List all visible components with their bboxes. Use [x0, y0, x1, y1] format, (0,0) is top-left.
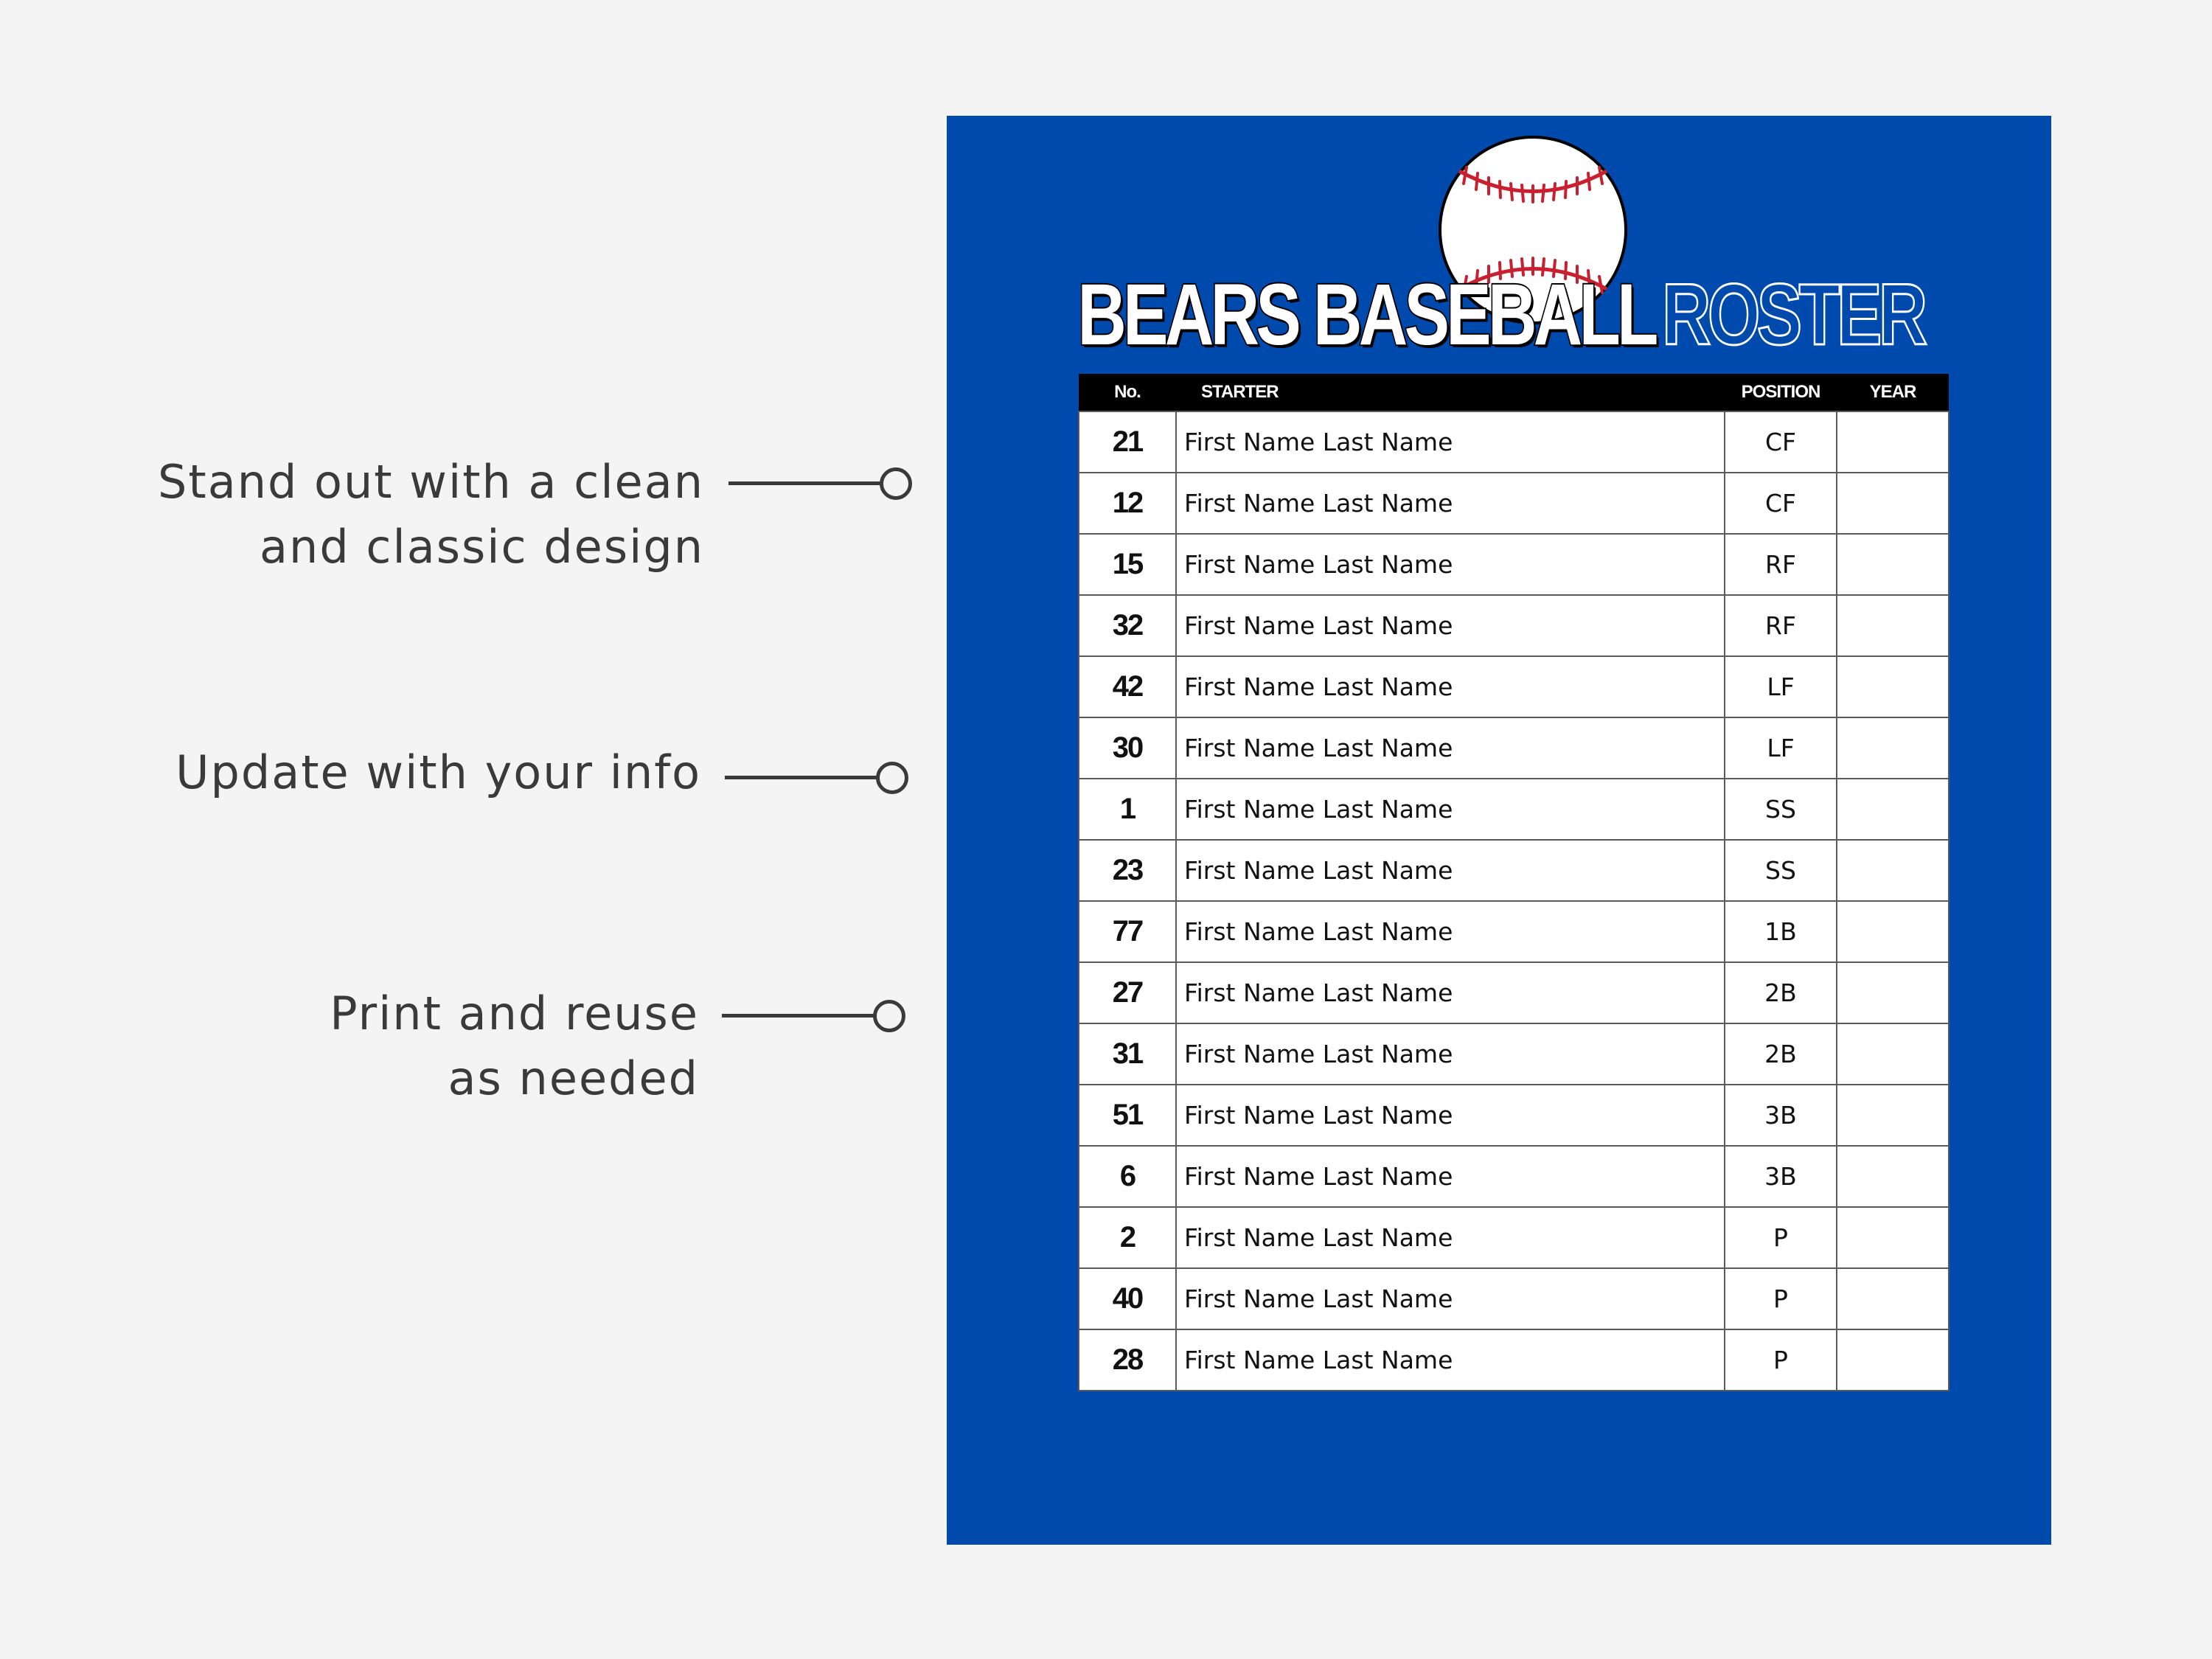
- header-starter: STARTER: [1176, 374, 1725, 411]
- player-name: First Name Last Name: [1176, 840, 1725, 901]
- connector-line: [722, 1014, 875, 1018]
- title-accent: ROSTER: [1662, 266, 1924, 364]
- player-number: 28: [1079, 1329, 1176, 1391]
- player-year: [1837, 595, 1949, 656]
- player-year: [1837, 1023, 1949, 1085]
- player-name: First Name Last Name: [1176, 1207, 1725, 1268]
- poster-title: [1070, 267, 1931, 363]
- player-name: First Name Last Name: [1176, 1023, 1725, 1085]
- player-position: LF: [1725, 656, 1837, 717]
- player-position: RF: [1725, 534, 1837, 595]
- callout-clean-design: [0, 442, 914, 590]
- player-position: SS: [1725, 779, 1837, 840]
- player-position: 2B: [1725, 962, 1837, 1023]
- player-number: 1: [1079, 779, 1176, 840]
- callout-text: [175, 740, 701, 805]
- table-row: [1079, 1146, 1949, 1207]
- table-row: [1079, 1023, 1949, 1085]
- player-position: CF: [1725, 411, 1837, 473]
- player-year: [1837, 962, 1949, 1023]
- player-year: [1837, 840, 1949, 901]
- header-year: YEAR: [1837, 374, 1949, 411]
- player-number: 77: [1079, 901, 1176, 962]
- player-name: First Name Last Name: [1176, 534, 1725, 595]
- callout-line-1: Update with your info: [175, 745, 701, 799]
- player-number: 27: [1079, 962, 1176, 1023]
- player-year: [1837, 779, 1949, 840]
- player-name: First Name Last Name: [1176, 1085, 1725, 1146]
- player-year: [1837, 1329, 1949, 1391]
- player-number: 2: [1079, 1207, 1176, 1268]
- player-year: [1837, 717, 1949, 779]
- player-position: 1B: [1725, 901, 1837, 962]
- player-position: P: [1725, 1207, 1837, 1268]
- title-main: BEARS BASEBALL: [1077, 266, 1655, 364]
- player-position: 3B: [1725, 1085, 1837, 1146]
- player-number: 30: [1079, 717, 1176, 779]
- player-year: [1837, 1268, 1949, 1329]
- player-name: First Name Last Name: [1176, 1146, 1725, 1207]
- table-row: [1079, 1207, 1949, 1268]
- callout-text: [330, 981, 699, 1111]
- header-number: No.: [1079, 374, 1176, 411]
- connector-line: [728, 481, 882, 485]
- player-number: 6: [1079, 1146, 1176, 1207]
- player-position: CF: [1725, 473, 1837, 534]
- player-name: First Name Last Name: [1176, 717, 1725, 779]
- player-number: 32: [1079, 595, 1176, 656]
- player-year: [1837, 411, 1949, 473]
- player-position: SS: [1725, 840, 1837, 901]
- table-row: [1079, 656, 1949, 717]
- header-position: POSITION: [1725, 374, 1837, 411]
- table-row: [1079, 595, 1949, 656]
- player-name: First Name Last Name: [1176, 411, 1725, 473]
- player-position: 3B: [1725, 1146, 1837, 1207]
- connector-line: [725, 776, 878, 779]
- player-year: [1837, 1085, 1949, 1146]
- player-name: First Name Last Name: [1176, 1329, 1725, 1391]
- connector-dot-icon: [876, 762, 908, 794]
- connector-dot-icon: [880, 467, 912, 500]
- player-year: [1837, 473, 1949, 534]
- callout-line-2: as needed: [448, 1051, 699, 1105]
- connector-dot-icon: [873, 1000, 905, 1032]
- table-row: [1079, 779, 1949, 840]
- player-number: 51: [1079, 1085, 1176, 1146]
- player-number: 12: [1079, 473, 1176, 534]
- callout-line-1: Stand out with a clean: [158, 455, 704, 509]
- callout-line-1: Print and reuse: [330, 987, 699, 1040]
- table-header-row: [1079, 374, 1949, 411]
- table-row: [1079, 1085, 1949, 1146]
- player-number: 23: [1079, 840, 1176, 901]
- table-row: [1079, 1329, 1949, 1391]
- player-name: First Name Last Name: [1176, 595, 1725, 656]
- player-year: [1837, 1207, 1949, 1268]
- player-position: P: [1725, 1268, 1837, 1329]
- table-row: [1079, 1268, 1949, 1329]
- player-position: P: [1725, 1329, 1837, 1391]
- player-number: 40: [1079, 1268, 1176, 1329]
- table-row: [1079, 473, 1949, 534]
- player-position: LF: [1725, 717, 1837, 779]
- table-row: [1079, 534, 1949, 595]
- player-year: [1837, 534, 1949, 595]
- player-position: 2B: [1725, 1023, 1837, 1085]
- callout-update-info: [0, 737, 914, 885]
- player-name: First Name Last Name: [1176, 962, 1725, 1023]
- table-row: [1079, 840, 1949, 901]
- player-year: [1837, 1146, 1949, 1207]
- roster-poster: [947, 116, 2051, 1545]
- player-year: [1837, 901, 1949, 962]
- player-name: First Name Last Name: [1176, 901, 1725, 962]
- player-year: [1837, 656, 1949, 717]
- player-name: First Name Last Name: [1176, 779, 1725, 840]
- player-name: First Name Last Name: [1176, 473, 1725, 534]
- player-position: RF: [1725, 595, 1837, 656]
- table-row: [1079, 962, 1949, 1023]
- callout-line-2: and classic design: [260, 520, 704, 574]
- player-name: First Name Last Name: [1176, 1268, 1725, 1329]
- table-row: [1079, 901, 1949, 962]
- player-name: First Name Last Name: [1176, 656, 1725, 717]
- callout-text: [158, 450, 704, 580]
- player-number: 42: [1079, 656, 1176, 717]
- table-row: [1079, 717, 1949, 779]
- player-number: 21: [1079, 411, 1176, 473]
- table-row: [1079, 411, 1949, 473]
- player-number: 31: [1079, 1023, 1176, 1085]
- player-number: 15: [1079, 534, 1176, 595]
- roster-table: [1078, 374, 1950, 1391]
- callout-print-reuse: [0, 977, 914, 1124]
